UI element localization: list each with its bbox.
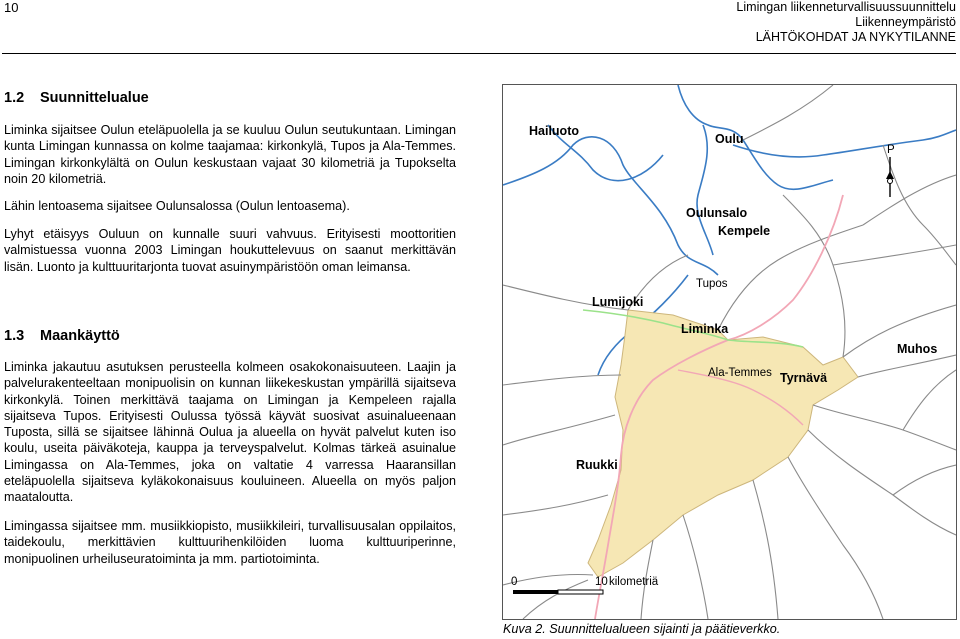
coastline: [697, 125, 713, 255]
place-label-tupos: Tupos: [696, 278, 728, 290]
place-label-oulunsalo: Oulunsalo: [686, 206, 748, 220]
paragraph: Limingassa sijaitsee mm. musiikkiopisto, musiikkileiri, turvallisuusalan oppilaitos, taidekoulu, merkittävien kulttuurihenkilöiden luoma kulttuuriperinne, monipuolinen urheiluseuratoiminta ja mm. partiotoiminta.: [4, 519, 456, 566]
header-divider: [2, 53, 956, 54]
place-label-lumijoki: Lumijoki: [592, 295, 644, 309]
map-canvas: [503, 85, 956, 619]
north-label: P: [887, 144, 895, 156]
section-title: Maankäyttö: [40, 328, 120, 344]
page-number: 10: [4, 0, 19, 15]
running-header-section: LÄHTÖKOHDAT JA NYKYTILANNE: [755, 30, 956, 44]
place-label-kempele: Kempele: [718, 224, 771, 238]
place-label-tyrnava: Tyrnävä: [780, 371, 828, 385]
section-heading-1-2: [4, 90, 149, 106]
scale-unit: kilometriä: [609, 576, 659, 588]
place-label-ruukki: Ruukki: [576, 458, 618, 472]
running-header-subtitle: Liikenneympäristö: [855, 15, 956, 29]
running-header: [736, 0, 956, 45]
paragraph: Liminka jakautuu asutuksen perusteella kolmeen osakokonaisuuteen. Laajin ja palvelurakenteeltaan monipuolisin on kunnan liikekeskustan ympärillä sijaitseva kirkonkylä. Toinen merkittävä taajama on Limingan ja Kempeleen rajalla sijaitseva Tupos. Erityisesti Oulussa työssä käyvät suosivat asuinalueenaan Tuposta, sillä se sijaitsee lähinnä Oulua ja alueella on hyvät palvelut kuten iso koulu, useita päiväkoteja, kauppa ja terveyspalvelut. Kolmas tärkeä asuinalue Limingassa on Ala-Temmes, joka on valtatie 4 varressa Haaransillan eteläpuolella sijaitseva kyläkokonaisuus kouluineen. Alueella on myös paljon maataloutta.: [4, 360, 456, 505]
section-number: 1.3: [4, 328, 25, 344]
scale-start: 0: [511, 576, 518, 588]
river: [733, 130, 956, 157]
paragraph: Lyhyt etäisyys Ouluun on kunnalle suuri vahvuus. Erityisesti moottoritien valmistuessa vuonna 2003 Limingan houkuttelevuus on saanut merkittävän lisän. Luonto ja kulttuuritarjonta tuovat asuinympäristöön oman leimansa.: [4, 227, 456, 274]
figure-caption: Kuva 2. Suunnittelualueen sijainti ja päätieverkko.: [503, 622, 781, 636]
place-label-muhos: Muhos: [897, 342, 938, 356]
paragraph: Lähin lentoasema sijaitsee Oulunsalossa (Oulun lentoasema).: [4, 199, 350, 213]
location-map: [502, 84, 957, 620]
paragraph: Liminka sijaitsee Oulun eteläpuolella ja se kuuluu Oulun seutukuntaan. Limingan kunta Limingan kunnassa on kolme taajamaa: kirkonkylä, Tupos ja Ala-Temmes. Limingan kirkonkylältä on Oulun keskustaan vajaat 30 kilometriä ja Tupokselta noin 20 kilometriä.: [4, 123, 456, 186]
liminka-area: [588, 310, 858, 577]
place-label-liminka: Liminka: [681, 322, 729, 336]
place-label-ala-temmes: Ala-Temmes: [708, 367, 772, 379]
place-label-oulu: Oulu: [715, 132, 744, 146]
section-number: 1.2: [4, 90, 25, 106]
coastline: [678, 85, 833, 189]
section-heading-1-3: [4, 328, 120, 344]
section-title: Suunnittelualue: [40, 90, 149, 106]
place-label-hailuoto: Hailuoto: [529, 124, 579, 138]
running-header-title: Limingan liikenneturvallisuussuunnittelu: [736, 0, 956, 14]
scale-end: 10: [595, 576, 608, 588]
north-arrow-icon: [886, 144, 895, 197]
